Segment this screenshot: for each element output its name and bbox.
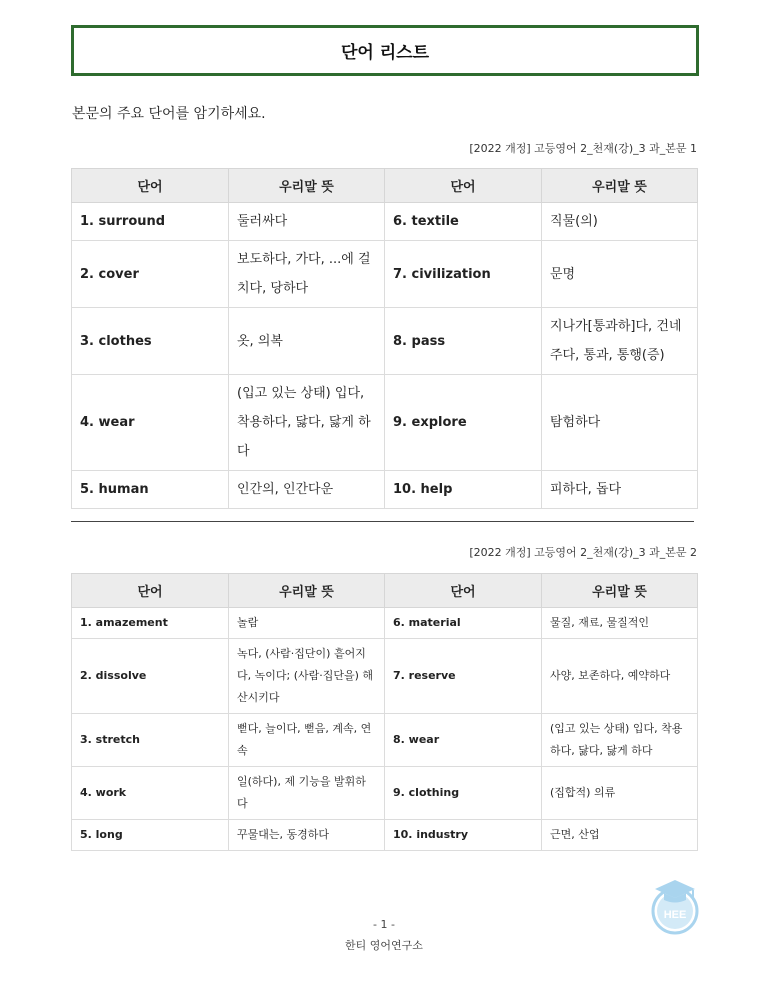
organization-name: 한티 영어연구소 xyxy=(345,939,423,952)
meaning-cell: (집합적) 의류 xyxy=(542,767,698,820)
word-cell: 3. stretch xyxy=(72,714,229,767)
page-number: - 1 - xyxy=(373,918,395,931)
meaning-cell: 둘러싸다 xyxy=(229,203,385,241)
table-header-row xyxy=(72,574,698,608)
meaning-cell: 물질, 재료, 물질적인 xyxy=(542,608,698,639)
meaning-cell: 문명 xyxy=(542,241,698,308)
table-header-row xyxy=(72,169,698,203)
word-cell: 3. clothes xyxy=(72,308,229,375)
header-meaning: 우리말 뜻 xyxy=(542,169,698,203)
word-cell: 5. long xyxy=(72,820,229,851)
table-row xyxy=(72,767,698,820)
word-cell: 9. explore xyxy=(385,375,542,471)
meaning-cell: 인간의, 인간다운 xyxy=(229,471,385,509)
table-row xyxy=(72,608,698,639)
header-word: 단어 xyxy=(385,574,542,608)
header-meaning: 우리말 뜻 xyxy=(229,574,385,608)
meaning-cell: 보도하다, 가다, ...에 걸치다, 당하다 xyxy=(229,241,385,308)
word-cell: 4. work xyxy=(72,767,229,820)
word-cell: 4. wear xyxy=(72,375,229,471)
source-label-2: [2022 개정] 고등영어 2_천재(강)_3 과_본문 2 xyxy=(469,546,697,559)
word-cell: 8. pass xyxy=(385,308,542,375)
table-row xyxy=(72,471,698,509)
meaning-cell: 옷, 의복 xyxy=(229,308,385,375)
title-box xyxy=(71,25,699,76)
word-cell: 10. help xyxy=(385,471,542,509)
meaning-cell: 꾸물대는, 동경하다 xyxy=(229,820,385,851)
table-row xyxy=(72,714,698,767)
word-cell: 10. industry xyxy=(385,820,542,851)
page-title: 단어 리스트 xyxy=(340,43,430,63)
vocab-table-2 xyxy=(71,573,698,851)
word-cell: 6. material xyxy=(385,608,542,639)
word-cell: 6. textile xyxy=(385,203,542,241)
meaning-cell: 피하다, 돕다 xyxy=(542,471,698,509)
meaning-cell: 사양, 보존하다, 예약하다 xyxy=(542,639,698,714)
meaning-cell: (입고 있는 상태) 입다, 착용하다, 닳다, 닳게 하다 xyxy=(542,714,698,767)
meaning-cell: 일(하다), 제 기능을 발휘하다 xyxy=(229,767,385,820)
instruction-text: 본문의 주요 단어를 암기하세요. xyxy=(72,106,266,122)
word-cell: 5. human xyxy=(72,471,229,509)
graduation-cap-logo-icon xyxy=(649,878,701,936)
word-cell: 9. clothing xyxy=(385,767,542,820)
word-cell: 7. civilization xyxy=(385,241,542,308)
meaning-cell: 직물(의) xyxy=(542,203,698,241)
table-row xyxy=(72,820,698,851)
word-cell: 1. amazement xyxy=(72,608,229,639)
word-cell: 8. wear xyxy=(385,714,542,767)
word-cell: 2. dissolve xyxy=(72,639,229,714)
table-row xyxy=(72,308,698,375)
hee-logo xyxy=(649,878,701,936)
meaning-cell: 녹다, (사람·집단이) 흩어지다, 녹이다; (사람·집단을) 해산시키다 xyxy=(229,639,385,714)
word-cell: 2. cover xyxy=(72,241,229,308)
table-row xyxy=(72,639,698,714)
vocab-table-1 xyxy=(71,168,698,509)
table-row xyxy=(72,241,698,308)
meaning-cell: 지나가[통과하]다, 건네주다, 통과, 통행(증) xyxy=(542,308,698,375)
meaning-cell: 탐험하다 xyxy=(542,375,698,471)
word-cell: 7. reserve xyxy=(385,639,542,714)
meaning-cell: 뻗다, 늘이다, 뻗음, 계속, 연속 xyxy=(229,714,385,767)
header-meaning: 우리말 뜻 xyxy=(542,574,698,608)
meaning-cell: 근면, 산업 xyxy=(542,820,698,851)
header-word: 단어 xyxy=(72,574,229,608)
section-divider xyxy=(71,521,694,522)
source-label-1: [2022 개정] 고등영어 2_천재(강)_3 과_본문 1 xyxy=(469,142,697,155)
header-word: 단어 xyxy=(385,169,542,203)
table-row xyxy=(72,375,698,471)
meaning-cell: (입고 있는 상태) 입다, 착용하다, 닳다, 닳게 하다 xyxy=(229,375,385,471)
header-meaning: 우리말 뜻 xyxy=(229,169,385,203)
table-row xyxy=(72,203,698,241)
meaning-cell: 놀람 xyxy=(229,608,385,639)
header-word: 단어 xyxy=(72,169,229,203)
word-cell: 1. surround xyxy=(72,203,229,241)
logo-text: HEE xyxy=(663,909,687,921)
